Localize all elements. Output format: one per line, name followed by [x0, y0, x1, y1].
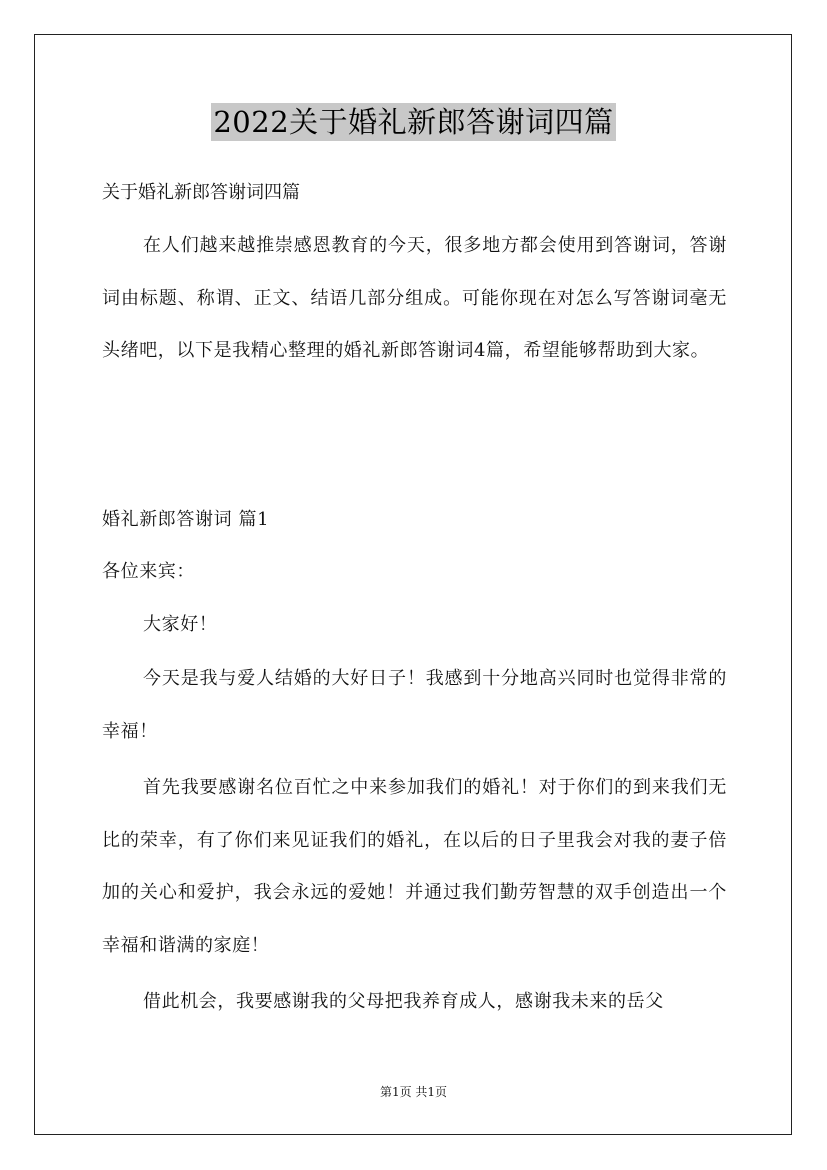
paragraph-3: 借此机会，我要感谢我的父母把我养育成人，感谢我未来的岳父: [143, 991, 664, 1012]
document-title: 2022关于婚礼新郎答谢词四篇: [213, 105, 614, 139]
paragraph-2: 首先我要感谢名位百忙之中来参加我们的婚礼！对于你们的到来我们无比的荣幸，有了你们来见证我们的婚礼，在以后的日子里我会对我的妻子倍加的关心和爱护，我会永远的爱她！并通过我们勤劳智慧的双手创造出一个幸福和谐满的家庭！: [102, 777, 727, 956]
paragraph-1: 今天是我与爱人结婚的大好日子！我感到十分地高兴同时也觉得非常的幸福！: [102, 668, 727, 742]
document-subtitle: 关于婚礼新郎答谢词四篇: [102, 182, 300, 203]
intro-paragraph: 在人们越来越推崇感恩教育的今天，很多地方都会使用到答谢词，答谢词由标题、称谓、正文、结语几部分组成。可能你现在对怎么写答谢词毫无头绪吧，以下是我精心整理的婚礼新郎答谢词4篇，希望能够帮助到大家。: [102, 235, 727, 361]
section-heading: 婚礼新郎答谢词 篇1: [102, 509, 270, 530]
salutation: 各位来宾：: [102, 561, 195, 582]
title-container: [0, 103, 827, 141]
page-footer: [0, 1083, 827, 1101]
page-number: 第1页 共1页: [379, 1085, 448, 1099]
greeting: 大家好！: [143, 614, 218, 635]
